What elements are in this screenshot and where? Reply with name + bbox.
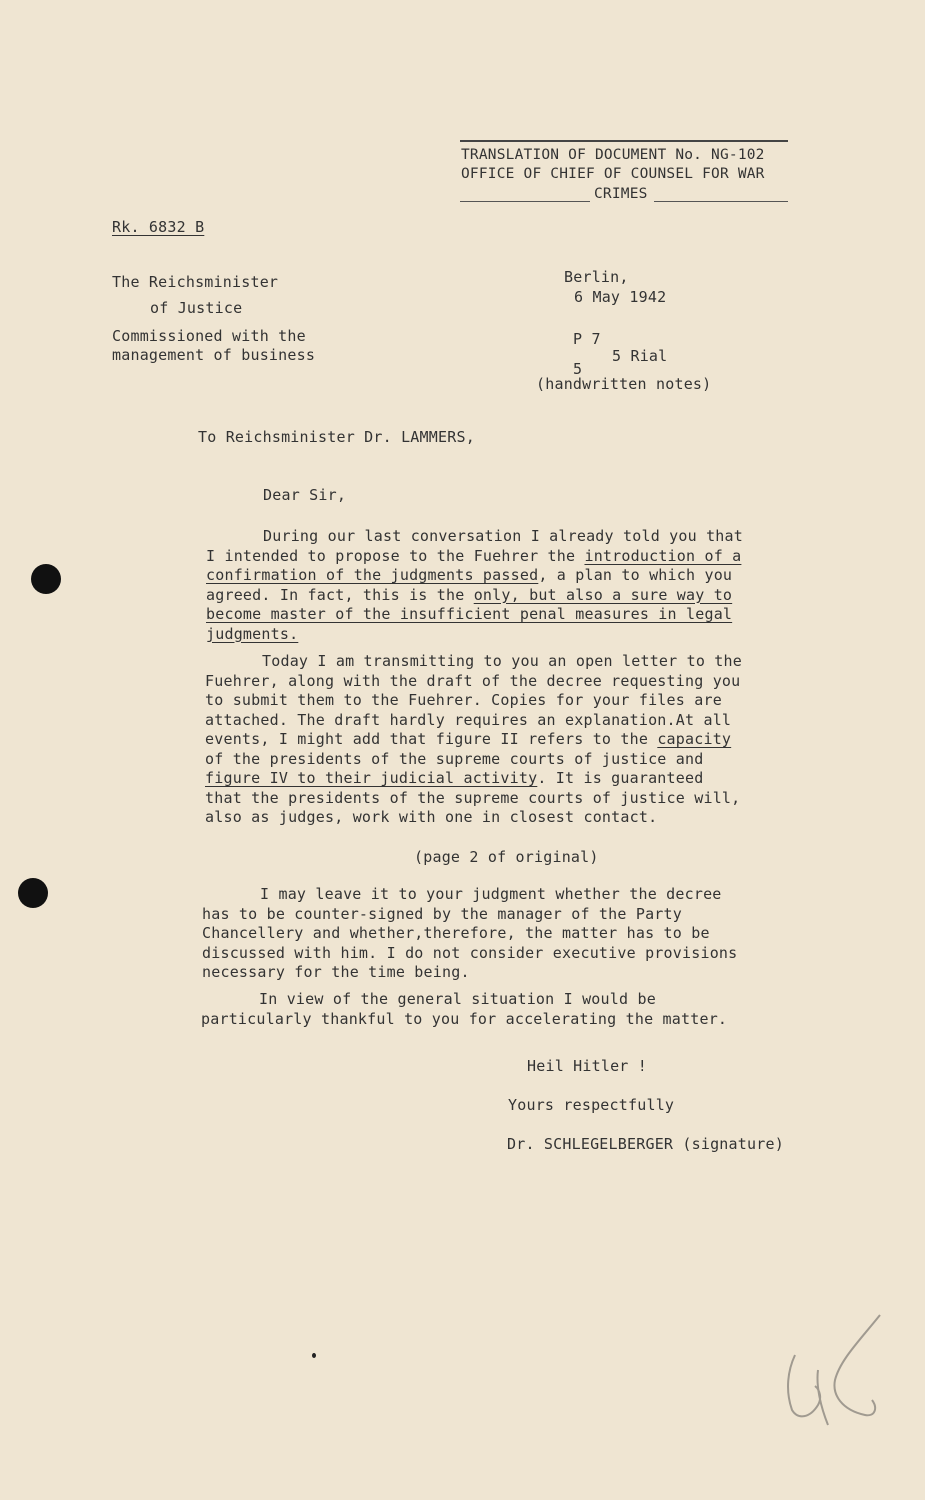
para2-line-5b: capacity [657, 730, 732, 748]
sender-line-3: Commissioned with the [112, 327, 306, 345]
para2-line-8: that the presidents of the supreme courts of justice will, [205, 788, 741, 807]
para1-line-6: judgments. [206, 624, 299, 643]
para2-line-4: attached. The draft hardly requires an explanation.At all [205, 710, 732, 729]
page-marker: (page 2 of original) [414, 848, 599, 866]
header-line-3: CRIMES [594, 186, 648, 202]
para1-line-2b: introduction of a [584, 546, 742, 565]
para1-line-4a: agreed. In fact, this is the [206, 585, 474, 604]
para2-line-9: also as judges, work with one in closest contact. [205, 808, 658, 826]
para1-line-3a: confirmation of the judgments passed [206, 566, 539, 584]
para3-line-5: necessary for the time being. [202, 963, 470, 981]
para1-line-1: During our last conversation I already told you that [263, 527, 743, 545]
sender-line-1: The Reichsminister [112, 273, 279, 291]
binder-hole-top [31, 564, 61, 594]
closing-yours: Yours respectfully [508, 1096, 675, 1114]
paragraph-1 [206, 527, 743, 644]
para2-line-1: Today I am transmitting to you an open letter to the [262, 652, 742, 670]
para2-line-6: of the presidents of the supreme courts of justice and [205, 749, 704, 768]
salutation: Dear Sir, [263, 486, 347, 504]
paragraph-3 [202, 885, 737, 983]
note-five: 5 [573, 360, 583, 378]
para2-line-3: to submit them to the Fuehrer. Copies for your files are [205, 691, 722, 709]
addressee: To Reichsminister Dr. LAMMERS, [198, 428, 475, 446]
para2-line-5a: events, I might add that figure II refers to the [205, 730, 658, 748]
header-bottom-rule-left [460, 201, 590, 202]
para3-line-4: discussed with him. I do not consider executive provisions [202, 943, 738, 962]
note-handwritten: (handwritten notes) [536, 375, 712, 393]
para4-line-1: In view of the general situation I would be [259, 990, 656, 1008]
header-line-2: OFFICE OF CHIEF OF COUNSEL FOR WAR [461, 166, 765, 182]
header-top-rule [460, 140, 788, 142]
para1-line-4b: only, but also a sure way to [473, 585, 733, 604]
paragraph-4 [201, 990, 727, 1029]
closing-signature: Dr. SCHLEGELBERGER (signature) [507, 1135, 784, 1153]
binder-hole-bottom [18, 878, 48, 908]
letter-date: 6 May 1942 [574, 288, 667, 306]
sender-line-4: management of business [112, 346, 316, 364]
para4-line-2: particularly thankful to you for accelerating the matter. [201, 1009, 728, 1028]
note-p: P 7 [573, 330, 601, 348]
para3-line-1: I may leave it to your judgment whether the decree [260, 885, 722, 903]
para3-line-2: has to be counter-signed by the manager of the Party [202, 904, 682, 923]
para1-line-2a: I intended to propose to the Fuehrer the [206, 546, 585, 565]
para2-line-7a: figure IV to their judicial activity [205, 769, 538, 787]
para2-line-7b: . It is guaranteed [537, 769, 704, 787]
header-line-1: TRANSLATION OF DOCUMENT No. NG-102 [461, 147, 765, 163]
para3-line-3: Chancellery and whether,therefore, the matter has to be [202, 924, 710, 942]
sender-line-2: of Justice [150, 299, 243, 317]
para1-line-5: become master of the insufficient penal measures in legal [206, 605, 733, 623]
para1-line-3b: , a plan to which you [538, 566, 733, 584]
ink-speck [312, 1353, 316, 1358]
note-rial: 5 Rial [612, 347, 668, 365]
city: Berlin, [564, 268, 629, 286]
header-bottom-rule-right [654, 201, 788, 202]
pencil-mark-icon [780, 1310, 890, 1440]
closing-heil: Heil Hitler ! [527, 1057, 647, 1075]
paragraph-2 [205, 652, 742, 828]
reference-number: Rk. 6832 B [112, 218, 205, 236]
para2-line-2: Fuehrer, along with the draft of the decree requesting you [205, 671, 741, 690]
